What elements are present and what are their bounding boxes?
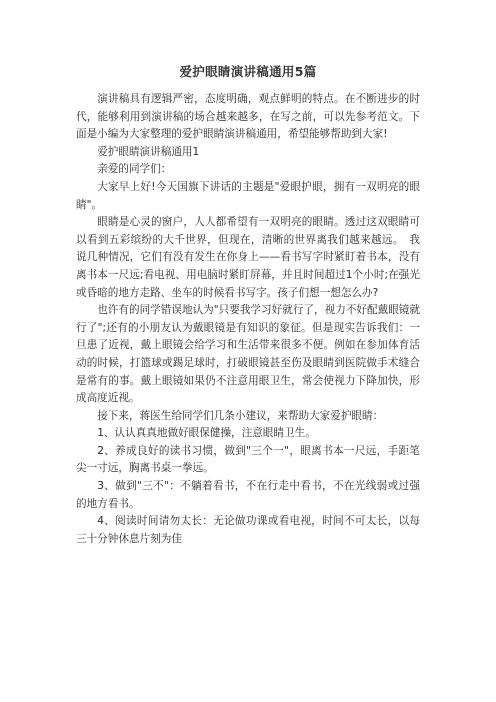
paragraph-suggestions-intro: 接下来，蒋医生给同学们几条小建议，来帮助大家爱护眼睛： [97,409,384,422]
paragraph-eyes-window: 眼睛是心灵的窗户，人人都希望有一双明亮的眼睛。透过这双眼睛可以看到五彩缤纷的大千世界，但现在，清晰的世界离我们越来越远。 我说几种情况，它们有没有发生在你身上——看书写字时紧盯着书本，没有离书本一尺远;看电视、用电脑时紧盯屏幕，并且时间超过1个小时;在强光或昏暗的地方走路、坐车的时候看书写字。孩子们想一想怎么办? [76,216,420,299]
list-item-2: 2、养成良好的读书习惯，做到"三个一"，眼离书本一尺远，手距笔尖一寸远，胸离书桌一拳远。 [76,444,420,475]
section-heading: 爱护眼睛演讲稿通用1 [97,145,200,158]
paragraph-theme: 大家早上好!今天国旗下讲话的主题是"爱眼护眼，拥有一双明亮的眼睛"。 [76,180,420,211]
paragraph-intro: 演讲稿具有逻辑严密，态度明确，观点鲜明的特点。在不断进步的时代，能够利用到演讲稿的场合越来越多，在写之前，可以先参考范文。下面是小编为大家整理的爱护眼睛演讲稿通用，希望能够帮助到大家! [76,93,420,141]
list-item-4: 4、阅读时间请勿太长：无论做功课或看电视，时间不可太长，以每三十分钟休息片刻为佳 [76,515,420,545]
document-title: 爱护眼睛演讲稿通用5篇 [179,64,317,79]
paragraph-greeting: 亲爱的同学们： [97,163,172,176]
document-body [76,91,420,548]
list-item-1: 1、认认真真地做好眼保健操，注意眼睛卫生。 [97,427,316,440]
list-item-3: 3、做到"三不"：不躺着看书，不在行走中看书，不在光线弱或过强的地方看书。 [76,480,420,510]
paragraph-misconceptions: 也许有的同学错误地认为"只要我学习好就行了，视力不好配戴眼镜就行了";还有的小朋友认为戴眼镜是有知识的象征。但是现实告诉我们：一旦患了近视，戴上眼镜会给学习和生活带来很多不便。例如在参加体育活动的时候，打篮球或踢足球时，打破眼镜甚至伤及眼睛到医院做手术缝合是常有的事。戴上眼镜如果仍不注意用眼卫生，常会使视力下降加快，形成高度近视。 [76,304,420,405]
